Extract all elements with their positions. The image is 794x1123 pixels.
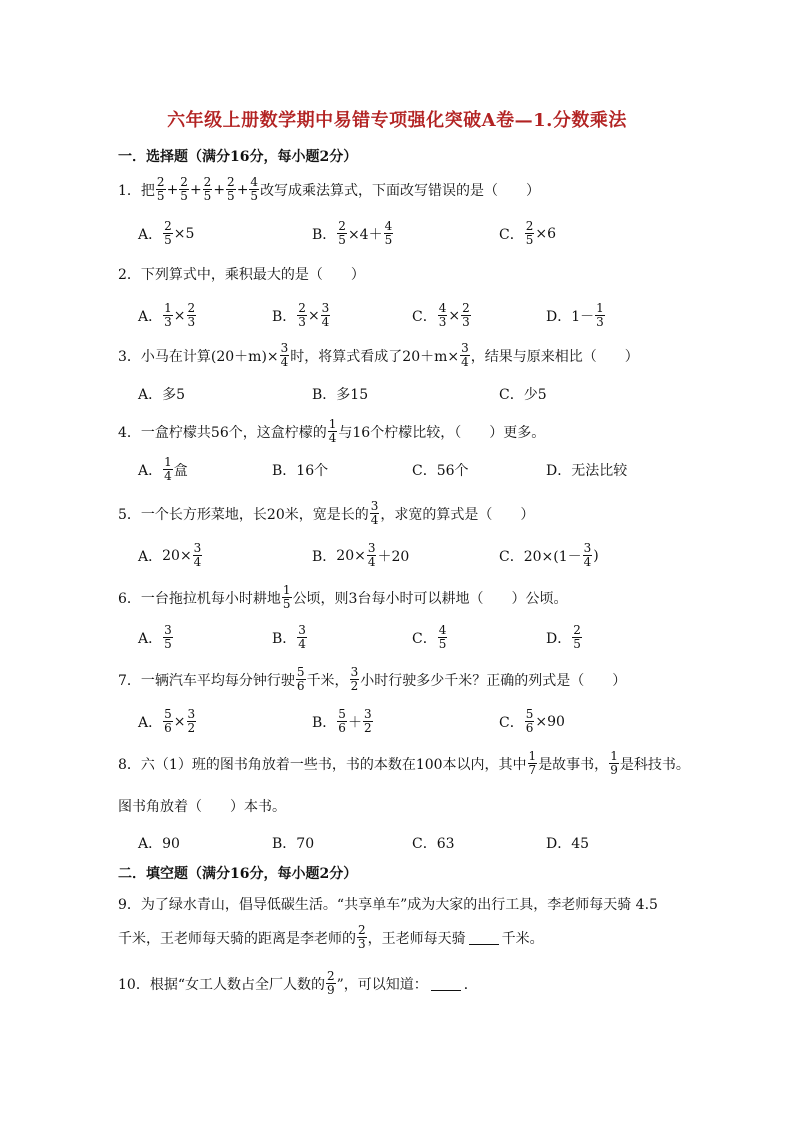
- fraction: $\frac{2}{5}$: [203, 175, 212, 203]
- question-6: 6．一台拖拉机每小时耕地 $\frac{1}{5}$ 公顷，则3台每小时可以耕地（ ）公顷。: [118, 583, 568, 611]
- option-c[interactable]: C． $\frac{5}{6}$ ×90: [499, 707, 565, 735]
- option-b[interactable]: B．16个: [272, 463, 329, 479]
- answer-blank[interactable]: [431, 976, 461, 991]
- question-1: 1． 把 $\frac{2}{5}$ + $\frac{2}{5}$ + $\frac{2}{5}$ + $\frac{2}{5}$ + $\frac{4}{5}$ 改写成乘法算式，下面改写错误的是（ ）: [118, 175, 541, 203]
- option-c[interactable]: C． $\frac{4}{3}$ × $\frac{2}{3}$: [412, 301, 470, 329]
- option-d[interactable]: D．45: [546, 836, 590, 852]
- question-8: 8．六（1）班的图书角放着一些书，书的本数在100本以内，其中 $\frac{1}{7}$ 是故事书， $\frac{1}{9}$ 是科技书。: [118, 749, 690, 777]
- section-choice-heading: 一．选择题（满分16分，每小题2分）: [118, 149, 358, 165]
- option-b[interactable]: B． $\frac{5}{6}$ ＋ $\frac{3}{2}$: [312, 707, 372, 735]
- option-a[interactable]: A． $\frac{1}{3}$ × $\frac{2}{3}$: [138, 301, 196, 329]
- option-b[interactable]: B．多15: [312, 387, 369, 403]
- question-3: 3．小马在计算(20＋m)× $\frac{3}{4}$ 时，将算式看成了20＋m× $\frac{3}{4}$ ，结果与原来相比（ ）: [118, 341, 639, 369]
- option-b[interactable]: B． $\frac{3}{4}$: [272, 623, 306, 651]
- question-4: 4．一盒柠檬共56个，这盒柠檬的 $\frac{1}{4}$ 与16个柠檬比较，（ ）更多。: [118, 417, 546, 445]
- fraction: $\frac{2}{5}$: [156, 175, 165, 203]
- question-8-line-2: 图书角放着（ ）本书。: [118, 799, 286, 815]
- option-d[interactable]: D．无法比较: [546, 463, 628, 479]
- answer-blank[interactable]: [469, 930, 499, 945]
- page-title: 六年级上册数学期中易错专项强化突破A卷—1.分数乘法: [167, 110, 627, 131]
- option-c[interactable]: C．少5: [499, 387, 547, 403]
- option-a[interactable]: A． $\frac{5}{6}$ × $\frac{3}{2}$: [138, 707, 196, 735]
- option-c[interactable]: C． 20×(1－ $\frac{3}{4}$ ): [499, 541, 599, 569]
- option-b[interactable]: B． $\frac{2}{3}$ × $\frac{3}{4}$: [272, 301, 330, 329]
- option-a[interactable]: A．多5: [138, 387, 186, 403]
- option-d[interactable]: D． $\frac{2}{5}$: [546, 623, 581, 651]
- option-c[interactable]: C．56个: [412, 463, 469, 479]
- option-a[interactable]: A． $\frac{3}{5}$: [138, 623, 172, 651]
- option-c[interactable]: C． $\frac{2}{5}$ ×6: [499, 219, 556, 247]
- question-9-line-2: 千米，王老师每天骑的距离是李老师的 $\frac{2}{3}$ ，王老师每天骑 千米。: [118, 923, 544, 951]
- option-b[interactable]: B． $\frac{2}{5}$ ×4＋ $\frac{4}{5}$: [312, 219, 393, 247]
- section-fill-heading: 二．填空题（满分16分，每小题2分）: [118, 866, 358, 882]
- fraction: $\frac{4}{5}$: [250, 175, 259, 203]
- option-a[interactable]: A． $\frac{1}{4}$ 盒: [138, 455, 188, 483]
- option-a[interactable]: A． $\frac{2}{5}$ ×5: [138, 219, 195, 247]
- question-10: 10．根据“女工人数占全厂人数的 $\frac{2}{9}$ ”，可以知道： ．: [118, 969, 478, 997]
- question-9: 9．为了绿水青山，倡导低碳生活。“共享单车”成为大家的出行工具，李老师每天骑 4.5: [118, 897, 658, 913]
- question-7: 7．一辆汽车平均每分钟行驶 $\frac{5}{6}$ 千米， $\frac{3}{2}$ 小时行驶多少千米？正确的列式是（ ）: [118, 665, 627, 693]
- question-5: 5．一个长方形菜地，长20米，宽是长的 $\frac{3}{4}$ ，求宽的算式是（ ）: [118, 499, 535, 527]
- fraction: $\frac{2}{5}$: [180, 175, 188, 203]
- question-2: 2．下列算式中，乘积最大的是（ ）: [118, 267, 365, 283]
- option-b[interactable]: B．70: [272, 836, 315, 852]
- option-c[interactable]: C． $\frac{4}{5}$: [412, 623, 447, 651]
- option-b[interactable]: B． 20× $\frac{3}{4}$ ＋20: [312, 541, 410, 569]
- option-a[interactable]: A．90: [138, 836, 180, 852]
- option-a[interactable]: A． 20× $\frac{3}{4}$: [138, 541, 202, 569]
- option-d[interactable]: D． 1－ $\frac{1}{3}$: [546, 301, 604, 329]
- option-c[interactable]: C．63: [412, 836, 455, 852]
- fraction: $\frac{2}{5}$: [227, 175, 235, 203]
